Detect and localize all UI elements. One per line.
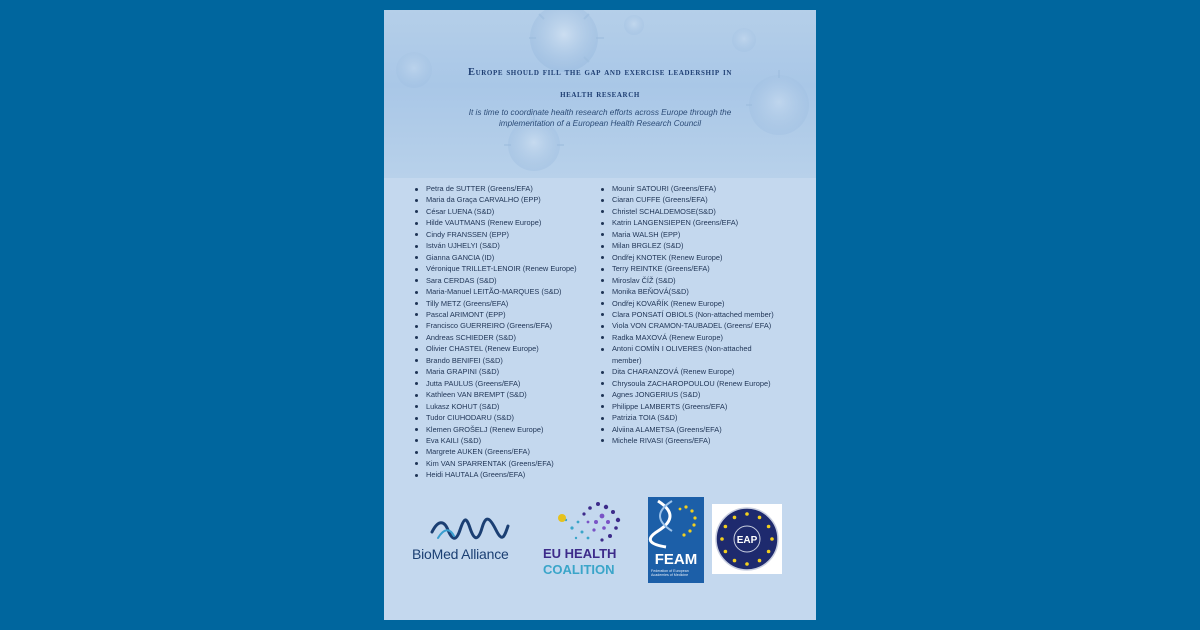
signatory-item: Kathleen VAN BREMPT (S&D) bbox=[414, 389, 596, 400]
signatory-item: Lukasz KOHUT (S&D) bbox=[414, 401, 596, 412]
document-subtitle bbox=[424, 107, 776, 129]
signatory-item: Tilly METZ (Greens/EFA) bbox=[414, 298, 596, 309]
signatory-item: Heidi HAUTALA (Greens/EFA) bbox=[414, 469, 596, 480]
subtitle-line-1: It is time to coordinate health research efforts across Europe through the bbox=[468, 108, 732, 117]
signatory-item: Gianna GANCIA (ID) bbox=[414, 252, 596, 263]
signatory-item: Klemen GROŠELJ (Renew Europe) bbox=[414, 424, 596, 435]
signatory-item: Maria-Manuel LEITÃO-MARQUES (S&D) bbox=[414, 286, 596, 297]
signatory-item: István UJHELYI (S&D) bbox=[414, 240, 596, 251]
signatory-item: Cindy FRANSSEN (EPP) bbox=[414, 229, 596, 240]
signatory-item: Margrete AUKEN (Greens/EFA) bbox=[414, 446, 596, 457]
signatory-item: Andreas SCHIEDER (S&D) bbox=[414, 332, 596, 343]
signatory-item: Monika BEŇOVÁ(S&D) bbox=[600, 286, 776, 297]
signatory-item: Milan BRGLEZ (S&D) bbox=[600, 240, 776, 251]
signatories-list-right bbox=[600, 183, 776, 446]
signatory-item: César LUENA (S&D) bbox=[414, 206, 596, 217]
signatory-item: Katrin LANGENSIEPEN (Greens/EFA) bbox=[600, 217, 776, 228]
signatory-item: Jutta PAULUS (Greens/EFA) bbox=[414, 378, 596, 389]
feam-full-name: Federation of European Academies of Medicine bbox=[651, 569, 689, 578]
eap-acronym: EAP bbox=[736, 535, 758, 546]
signatories-list-left bbox=[414, 183, 596, 481]
signatory-item: Miroslav ČÍŽ (S&D) bbox=[600, 275, 776, 286]
eu-health-coalition-logo bbox=[540, 498, 640, 588]
signatory-item: Eva KAILI (S&D) bbox=[414, 435, 596, 446]
subtitle-line-2: implementation of a European Health Research Council bbox=[498, 119, 702, 128]
document-title bbox=[404, 62, 796, 106]
signatory-item: Maria da Graça CARVALHO (EPP) bbox=[414, 194, 596, 205]
signatory-item: Kim VAN SPARRENTAK (Greens/EFA) bbox=[414, 458, 596, 469]
signatory-item: Petra de SUTTER (Greens/EFA) bbox=[414, 183, 596, 194]
signatory-item: Francisco GUERREIRO (Greens/EFA) bbox=[414, 320, 596, 331]
biomed-wave-icon bbox=[430, 512, 510, 546]
eap-emblem-icon bbox=[712, 504, 782, 574]
signatory-item: Hilde VAUTMANS (Renew Europe) bbox=[414, 217, 596, 228]
biomed-alliance-name: BioMed Alliance bbox=[412, 546, 509, 562]
signatory-item: Ondřej KNOTEK (Renew Europe) bbox=[600, 252, 776, 263]
signatory-item: Maria WALSH (EPP) bbox=[600, 229, 776, 240]
dots-sphere-icon bbox=[558, 498, 628, 548]
feam-acronym: FEAM bbox=[654, 551, 698, 568]
signatory-item: Mounir SATOURI (Greens/EFA) bbox=[600, 183, 776, 194]
title-line-2: health research bbox=[560, 89, 640, 100]
signatory-item: Antoni COMÍN I OLIVERES (Non-attached member) bbox=[600, 343, 776, 366]
signatory-item: Pascal ARIMONT (EPP) bbox=[414, 309, 596, 320]
eu-health-text: EU HEALTH bbox=[543, 546, 617, 561]
letter-document bbox=[384, 10, 816, 620]
signatory-item: Terry REINTKE (Greens/EFA) bbox=[600, 263, 776, 274]
signatory-item: Clara PONSATÍ OBIOLS (Non-attached member) bbox=[600, 309, 776, 320]
eap-logo bbox=[712, 504, 782, 574]
signatory-item: Alviina ALAMETSA (Greens/EFA) bbox=[600, 424, 776, 435]
signatory-item: Ondřej KOVAŘÍK (Renew Europe) bbox=[600, 298, 776, 309]
signatory-item: Sara CERDAS (S&D) bbox=[414, 275, 596, 286]
signatory-item: Tudor CIUHODARU (S&D) bbox=[414, 412, 596, 423]
signatory-item: Brando BENIFEI (S&D) bbox=[414, 355, 596, 366]
signatory-item: Christel SCHALDEMOSE(S&D) bbox=[600, 206, 776, 217]
signatory-item: Ciaran CUFFE (Greens/EFA) bbox=[600, 194, 776, 205]
feam-logo bbox=[648, 497, 704, 583]
signatory-item: Michele RIVASI (Greens/EFA) bbox=[600, 435, 776, 446]
signatory-item: Radka MAXOVÁ (Renew Europe) bbox=[600, 332, 776, 343]
signatory-item: Patrizia TOIA (S&D) bbox=[600, 412, 776, 423]
signatory-item: Dita CHARANZOVÁ (Renew Europe) bbox=[600, 366, 776, 377]
signatory-item: Olivier CHASTEL (Renew Europe) bbox=[414, 343, 596, 354]
dna-stars-icon bbox=[648, 497, 704, 549]
signatory-item: Maria GRAPINI (S&D) bbox=[414, 366, 596, 377]
biomed-alliance-logo bbox=[412, 510, 540, 568]
signatory-item: Philippe LAMBERTS (Greens/EFA) bbox=[600, 401, 776, 412]
title-line-1: Europe should fill the gap and exercise leadership in bbox=[467, 67, 732, 78]
signatory-item: Viola VON CRAMON-TAUBADEL (Greens/ EFA) bbox=[600, 320, 776, 331]
signatory-item: Véronique TRILLET-LENOIR (Renew Europe) bbox=[414, 263, 596, 274]
signatory-item: Chrysoula ZACHAROPOULOU (Renew Europe) bbox=[600, 378, 776, 389]
coalition-text: COALITION bbox=[543, 562, 615, 577]
header-banner bbox=[384, 10, 816, 178]
signatory-item: Agnes JONGERIUS (S&D) bbox=[600, 389, 776, 400]
